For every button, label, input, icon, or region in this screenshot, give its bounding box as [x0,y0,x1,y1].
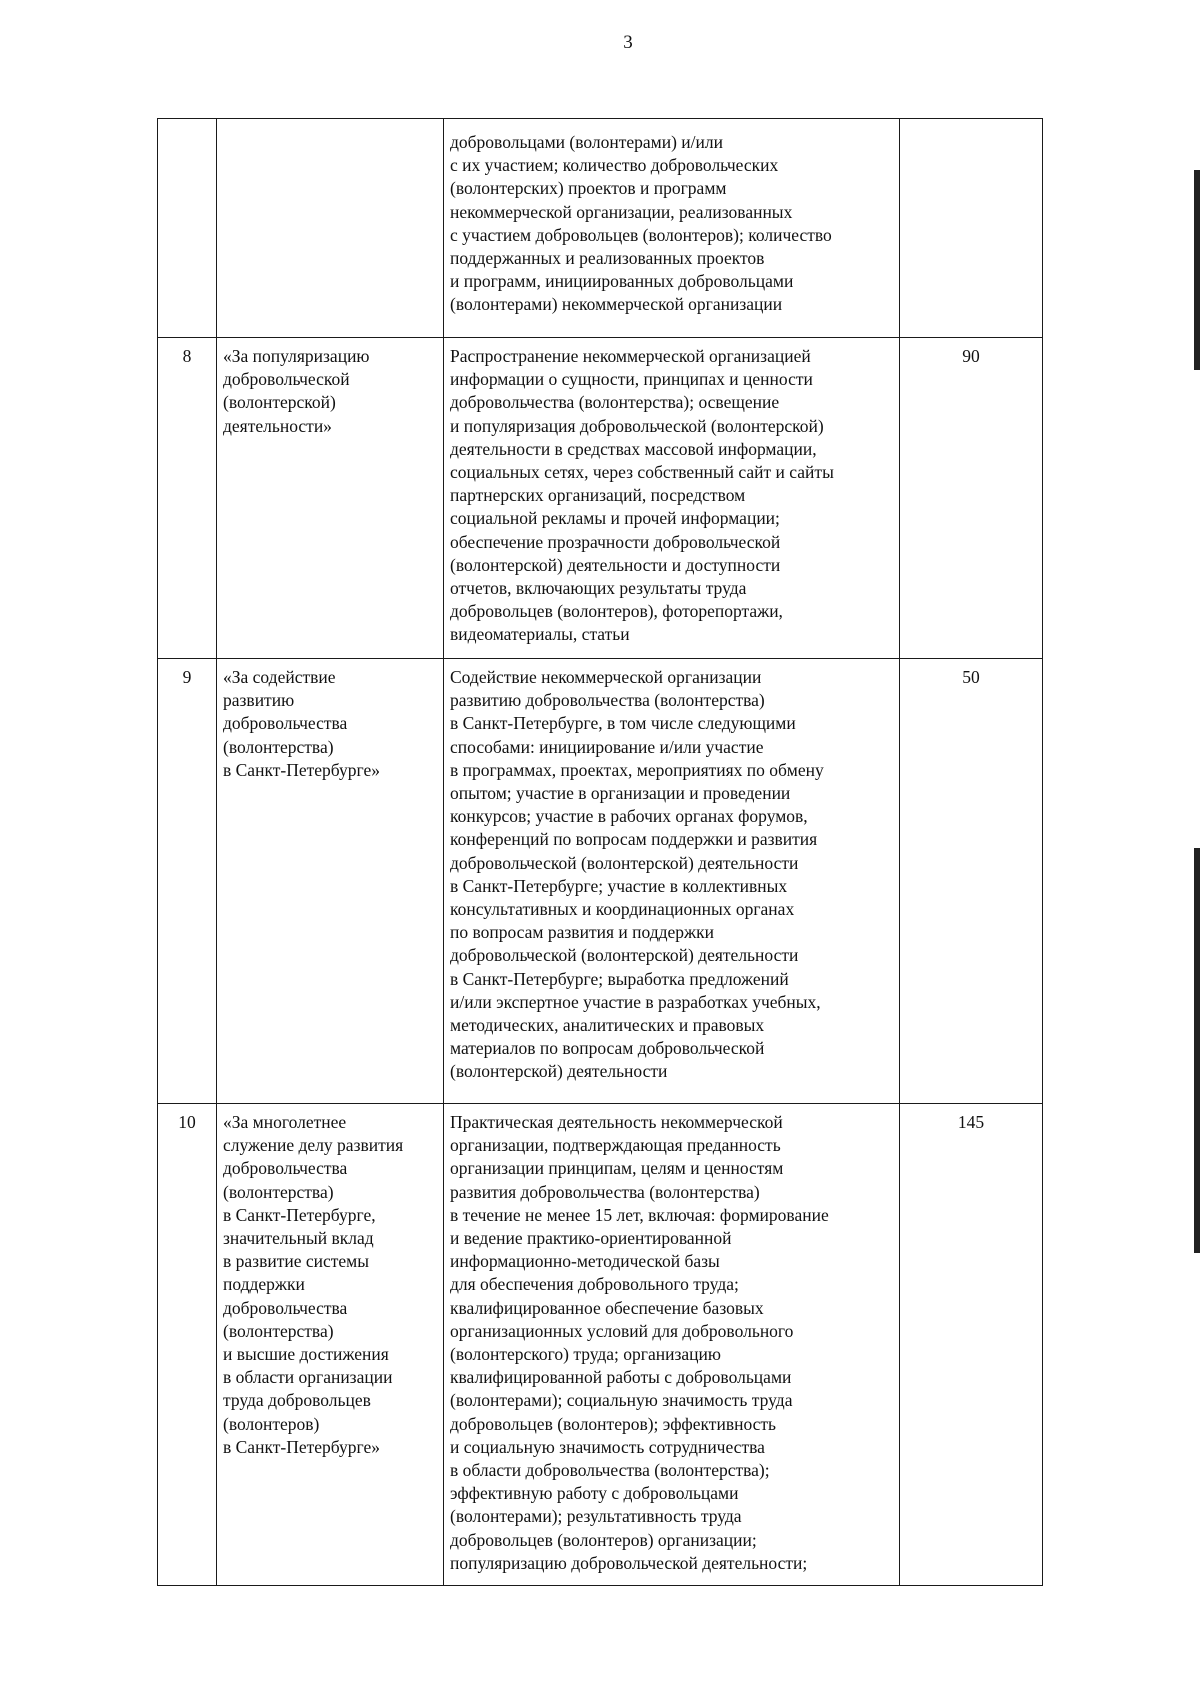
table-row [158,1104,1043,1586]
nomination-line: в развитие системы [223,1251,369,1272]
row-number: 10 [158,1104,217,1586]
description-line: добровольцев (волонтеров); эффективность [450,1413,777,1434]
description-line: по вопросам развития и поддержки [450,922,715,943]
nomination-line: в области организации [223,1367,393,1388]
description-line: методических, аналитических и правовых [450,1015,765,1036]
description-line: развития добровольчества (волонтерства) [450,1181,760,1202]
description-line: квалифицированное обеспечение базовых [450,1297,764,1318]
nomination-line: добровольчества [223,1297,348,1318]
row-number: 9 [158,659,217,1104]
description-line: добровольческой (волонтерской) деятельности [450,945,799,966]
nomination-line: (волонтерства) [223,1181,334,1202]
description-cell [444,119,900,338]
description-line: для обеспечения добровольного труда; [450,1274,739,1295]
description-line: развитию добровольчества (волонтерства) [450,690,765,711]
description-line: в программах, проектах, мероприятиях по обмену [450,759,824,780]
description-cell [444,1104,900,1586]
nomination-line: в Санкт-Петербурге, [223,1204,376,1225]
description-line: в Санкт-Петербурге; выработка предложений [450,968,789,989]
description-line: и программ, инициированных добровольцами [450,271,794,292]
description-line: добровольцев (волонтеров), фоторепортажи, [450,601,783,622]
description-line: конференций по вопросам поддержки и развития [450,829,818,850]
description-line: в области добровольчества (волонтерства); [450,1460,770,1481]
description-line: поддержанных и реализованных проектов [450,248,765,269]
description-line: (волонтерами) некоммерческой организации [450,294,783,315]
description-line: добровольцами (волонтерами) и/или [450,132,723,152]
points-value: 90 [900,338,1043,659]
nomination-line: труда добровольцев [223,1390,371,1411]
description-line: квалифицированной работы с добровольцами [450,1367,792,1388]
description-line: в течение не менее 15 лет, включая: формирование [450,1204,829,1225]
nomination-line: (волонтеров) [223,1413,320,1434]
description-line: деятельности в средствах массовой информации, [450,438,817,459]
description-line: добровольческой (волонтерской) деятельности [450,852,799,873]
description-line: и/или экспертное участие в разработках учебных, [450,991,821,1012]
table-row-continuation [158,119,1043,338]
description-line: (волонтерами); социальную значимость труда [450,1390,793,1411]
nomination-line: значительный вклад [223,1228,374,1249]
description-line: социальной рекламы и прочей информации; [450,508,780,529]
description-line: конкурсов; участие в рабочих органах форумов, [450,806,808,827]
description-line: консультативных и координационных органах [450,899,795,920]
page-number: 3 [623,32,633,53]
description-line: (волонтерского) труда; организацию [450,1344,721,1365]
description-line: организационных условий для добровольного [450,1320,794,1341]
description-line: в Санкт-Петербурге, в том числе следующими [450,713,796,734]
description-line: и ведение практико-ориентированной [450,1228,732,1249]
description-line: и социальную значимость сотрудничества [450,1436,765,1457]
description-line: с их участием; количество добровольческих [450,155,779,176]
description-cell [444,338,900,659]
table-row [158,338,1043,659]
nomination-line: «За популяризацию [223,346,370,366]
points-value: 50 [900,659,1043,1104]
description-line: партнерских организаций, посредством [450,485,746,506]
nomination-line: добровольчества [223,713,348,734]
nomination-line: развитию [223,690,295,711]
description-line: некоммерческой организации, реализованных [450,201,793,222]
description-line: организации принципам, целям и ценностям [450,1158,784,1179]
points-value: 145 [900,1104,1043,1586]
description-line: Распространение некоммерческой организацией [450,346,811,366]
description-line: информации о сущности, принципах и ценности [450,369,813,390]
description-line: в Санкт-Петербурге; участие в коллективных [450,875,788,896]
description-line: и популяризация добровольческой (волонтерской) [450,415,824,436]
nomination-line: деятельности» [223,415,332,436]
nominations-table [157,118,1043,1586]
description-line: социальных сетях, через собственный сайт и сайты [450,462,834,483]
nomination-line: (волонтерства) [223,1320,334,1341]
description-line: популяризацию добровольческой деятельности; [450,1552,808,1573]
nomination-line: служение делу развития [223,1135,404,1156]
description-line: информационно-методической базы [450,1251,720,1272]
description-line: опытом; участие в организации и проведении [450,783,791,804]
description-line: (волонтерских) проектов и программ [450,178,727,199]
description-line: способами: инициирование и/или участие [450,736,764,757]
description-line: (волонтерской) деятельности и доступности [450,554,781,575]
description-line: (волонтерами); результативность труда [450,1506,742,1527]
scan-edge-mark [1194,170,1200,370]
points-cell [900,119,1043,338]
description-line: Содействие некоммерческой организации [450,667,762,687]
nomination-line: добровольчества [223,1158,348,1179]
nomination-line: добровольческой [223,369,350,390]
description-line: обеспечение прозрачности добровольческой [450,531,781,552]
nomination-line: «За многолетнее [223,1112,347,1132]
description-line: организации, подтверждающая преданность [450,1135,781,1156]
description-line: материалов по вопросам добровольческой [450,1038,765,1059]
description-line: Практическая деятельность некоммерческой [450,1112,783,1132]
nomination-line: и высшие достижения [223,1344,389,1365]
description-line: эффективную работу с добровольцами [450,1483,739,1504]
nomination-cell [217,659,444,1104]
nomination-cell [217,338,444,659]
description-cell [444,659,900,1104]
description-line: (волонтерской) деятельности [450,1061,668,1082]
table-row [158,659,1043,1104]
row-number: 8 [158,338,217,659]
nomination-line: (волонтерской) [223,392,336,413]
nomination-line: поддержки [223,1274,305,1295]
nomination-cell [217,1104,444,1586]
description-line: видеоматериалы, статьи [450,624,630,645]
nomination-line: «За содействие [223,667,336,687]
description-line: отчетов, включающих результаты труда [450,578,747,599]
description-line: с участием добровольцев (волонтеров); количество [450,224,832,245]
nomination-cell [217,119,444,338]
description-line: добровольцев (волонтеров) организации; [450,1529,757,1550]
description-line: добровольчества (волонтерства); освещение [450,392,780,413]
nomination-line: в Санкт-Петербурге» [223,759,380,780]
nomination-line: (волонтерства) [223,736,334,757]
nomination-line: в Санкт-Петербурге» [223,1436,380,1457]
scan-edge-mark [1194,848,1200,1253]
number-cell [158,119,217,338]
